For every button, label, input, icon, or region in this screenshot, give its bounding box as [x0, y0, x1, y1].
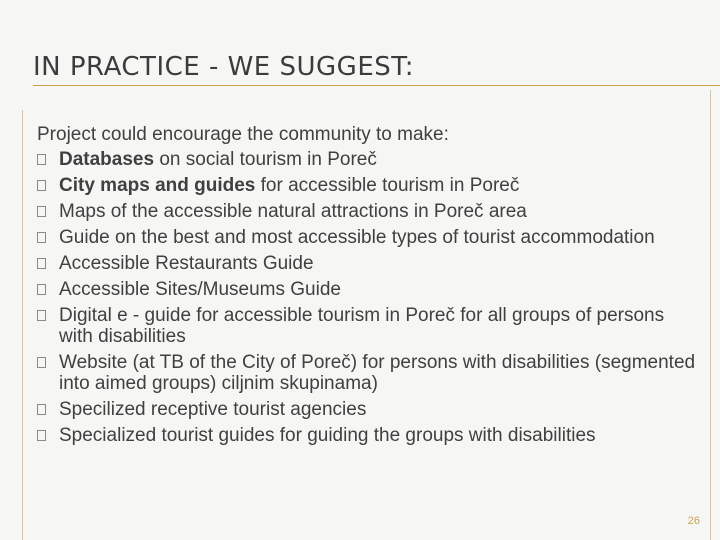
- bullet-list: [37, 149, 697, 446]
- empty-square-icon: [37, 206, 46, 217]
- empty-square-icon: [37, 404, 46, 415]
- list-item: [37, 399, 697, 420]
- slide-title: IN PRACTICE - WE SUGGEST:: [33, 52, 415, 82]
- list-item: [37, 175, 697, 196]
- right-border-line: [710, 90, 711, 540]
- empty-square-icon: [37, 180, 46, 191]
- item-text: Accessible Sites/Museums Guide: [59, 279, 341, 300]
- empty-square-icon: [37, 232, 46, 243]
- list-item: [37, 227, 697, 248]
- left-border-line: [22, 110, 23, 540]
- list-item: [37, 279, 697, 300]
- item-text: Digital e - guide for accessible tourism in Poreč for all groups of persons with disabilities: [59, 305, 665, 347]
- item-text: Accessible Restaurants Guide: [59, 253, 314, 274]
- intro-text: Project could encourage the community to make:: [37, 124, 449, 145]
- empty-square-icon: [37, 430, 46, 441]
- empty-square-icon: [37, 284, 46, 295]
- page-number: 26: [687, 515, 700, 527]
- item-text: for accessible tourism in Poreč: [255, 175, 520, 196]
- item-text: Website (at TB of the City of Poreč) for persons with disabilities (segmented into aimed groups) ciljnim skupinama): [59, 352, 696, 394]
- item-text: on social tourism in Poreč: [154, 149, 377, 170]
- item-bold-text: City maps and guides: [59, 175, 256, 196]
- item-text: Guide on the best and most accessible types of tourist accommodation: [59, 227, 655, 248]
- title-underline: [33, 85, 720, 86]
- item-text: Specialized tourist guides for guiding the groups with disabilities: [59, 425, 596, 446]
- list-item: [37, 201, 697, 222]
- slide-body: [37, 124, 697, 451]
- empty-square-icon: [37, 154, 46, 165]
- list-item: [37, 305, 697, 347]
- list-item: [37, 425, 697, 446]
- list-item: [37, 253, 697, 274]
- empty-square-icon: [37, 357, 46, 368]
- empty-square-icon: [37, 258, 46, 269]
- item-bold-text: Databases: [59, 149, 155, 170]
- list-item: [37, 352, 697, 394]
- list-item: [37, 149, 697, 170]
- item-text: Maps of the accessible natural attractions in Poreč area: [59, 201, 527, 222]
- item-text: Specilized receptive tourist agencies: [59, 399, 367, 420]
- empty-square-icon: [37, 310, 46, 321]
